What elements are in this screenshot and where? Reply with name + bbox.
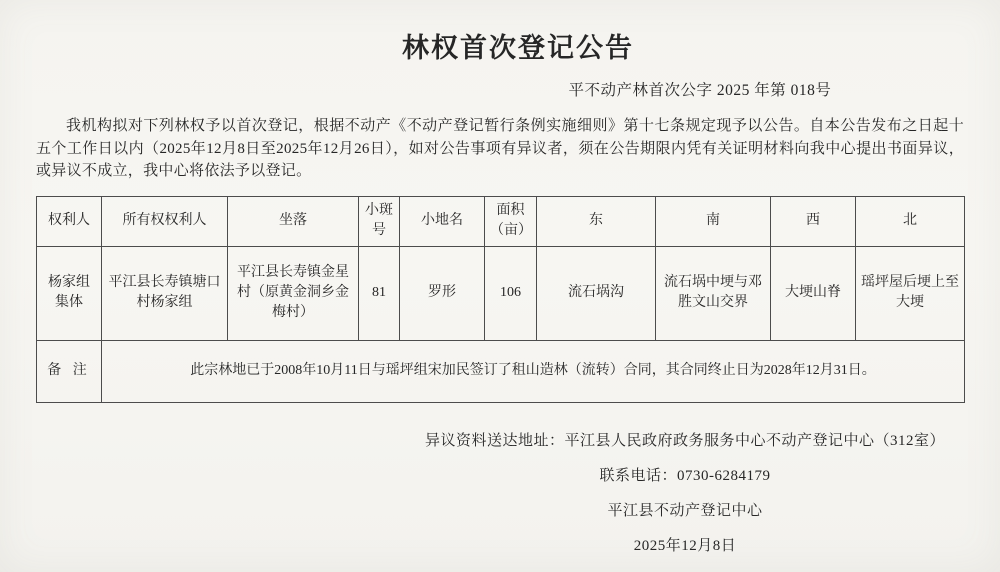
- remark-label: 备 注: [37, 340, 102, 402]
- cell-plot-number: 81: [359, 246, 400, 340]
- cell-location: 平江县长寿镇金星村（原黄金洞乡金梅村）: [228, 246, 359, 340]
- column-header-area-mu: 面积（亩）: [485, 196, 537, 246]
- cell-west-boundary: 大埂山脊: [771, 246, 856, 340]
- footer-block: [370, 430, 1000, 557]
- table-header-row: [37, 196, 965, 246]
- column-header-east: 东: [537, 196, 656, 246]
- announcement-paragraph: 我机构拟对下列林权予以首次登记，根据不动产《不动产登记暂行条例实施细则》第十七条规定现予以公告。自本公告发布之日起十五个工作日以内（2025年12月8日至2025年12月26日），如对公告事项有异议者，须在公告期限内凭有关证明材料向我中心提出书面异议，或异议不成立，我中心将依法予以登记。: [36, 118, 964, 179]
- column-header-plot-number: 小斑号: [359, 196, 400, 246]
- cell-place-name: 罗形: [400, 246, 485, 340]
- cell-east-boundary: 流石埚沟: [537, 246, 656, 340]
- table-remark-row: [37, 340, 965, 402]
- remark-text: 此宗林地已于2008年10月11日与瑶坪组宋加民签订了租山造林（流转）合同，其合同终止日为2028年12月31日。: [102, 340, 965, 402]
- column-header-place-name: 小地名: [400, 196, 485, 246]
- column-header-north: 北: [856, 196, 965, 246]
- footer-issuing-org: 平江县不动产登记中心: [607, 502, 763, 519]
- column-header-location: 坐落: [228, 196, 359, 246]
- column-header-rights-holder: 权利人: [37, 196, 102, 246]
- cell-north-boundary: 瑶坪屋后埂上至大埂: [856, 246, 965, 340]
- column-header-south: 南: [656, 196, 771, 246]
- cell-rights-holder: 杨家组集体: [37, 246, 102, 340]
- table-data-row: [37, 246, 965, 340]
- column-header-west: 西: [771, 196, 856, 246]
- footer-objection-address: 异议资料送达地址：平江县人民政府政务服务中心不动产登记中心（312室）: [424, 432, 945, 449]
- footer-contact-phone: 联系电话：0730-6284179: [599, 467, 771, 484]
- cell-ownership-rights-holder: 平江县长寿镇塘口村杨家组: [102, 246, 228, 340]
- document-number: 平不动产林首次公字 2025 年第 018号: [568, 82, 832, 99]
- cell-area-mu: 106: [485, 246, 537, 340]
- registration-table: [36, 196, 965, 403]
- cell-south-boundary: 流石埚中埂与邓胜文山交界: [656, 246, 771, 340]
- page-title: 林权首次登记公告: [402, 33, 634, 63]
- footer-issue-date: 2025年12月8日: [633, 537, 737, 554]
- column-header-ownership-rights-holder: 所有权权利人: [102, 196, 228, 246]
